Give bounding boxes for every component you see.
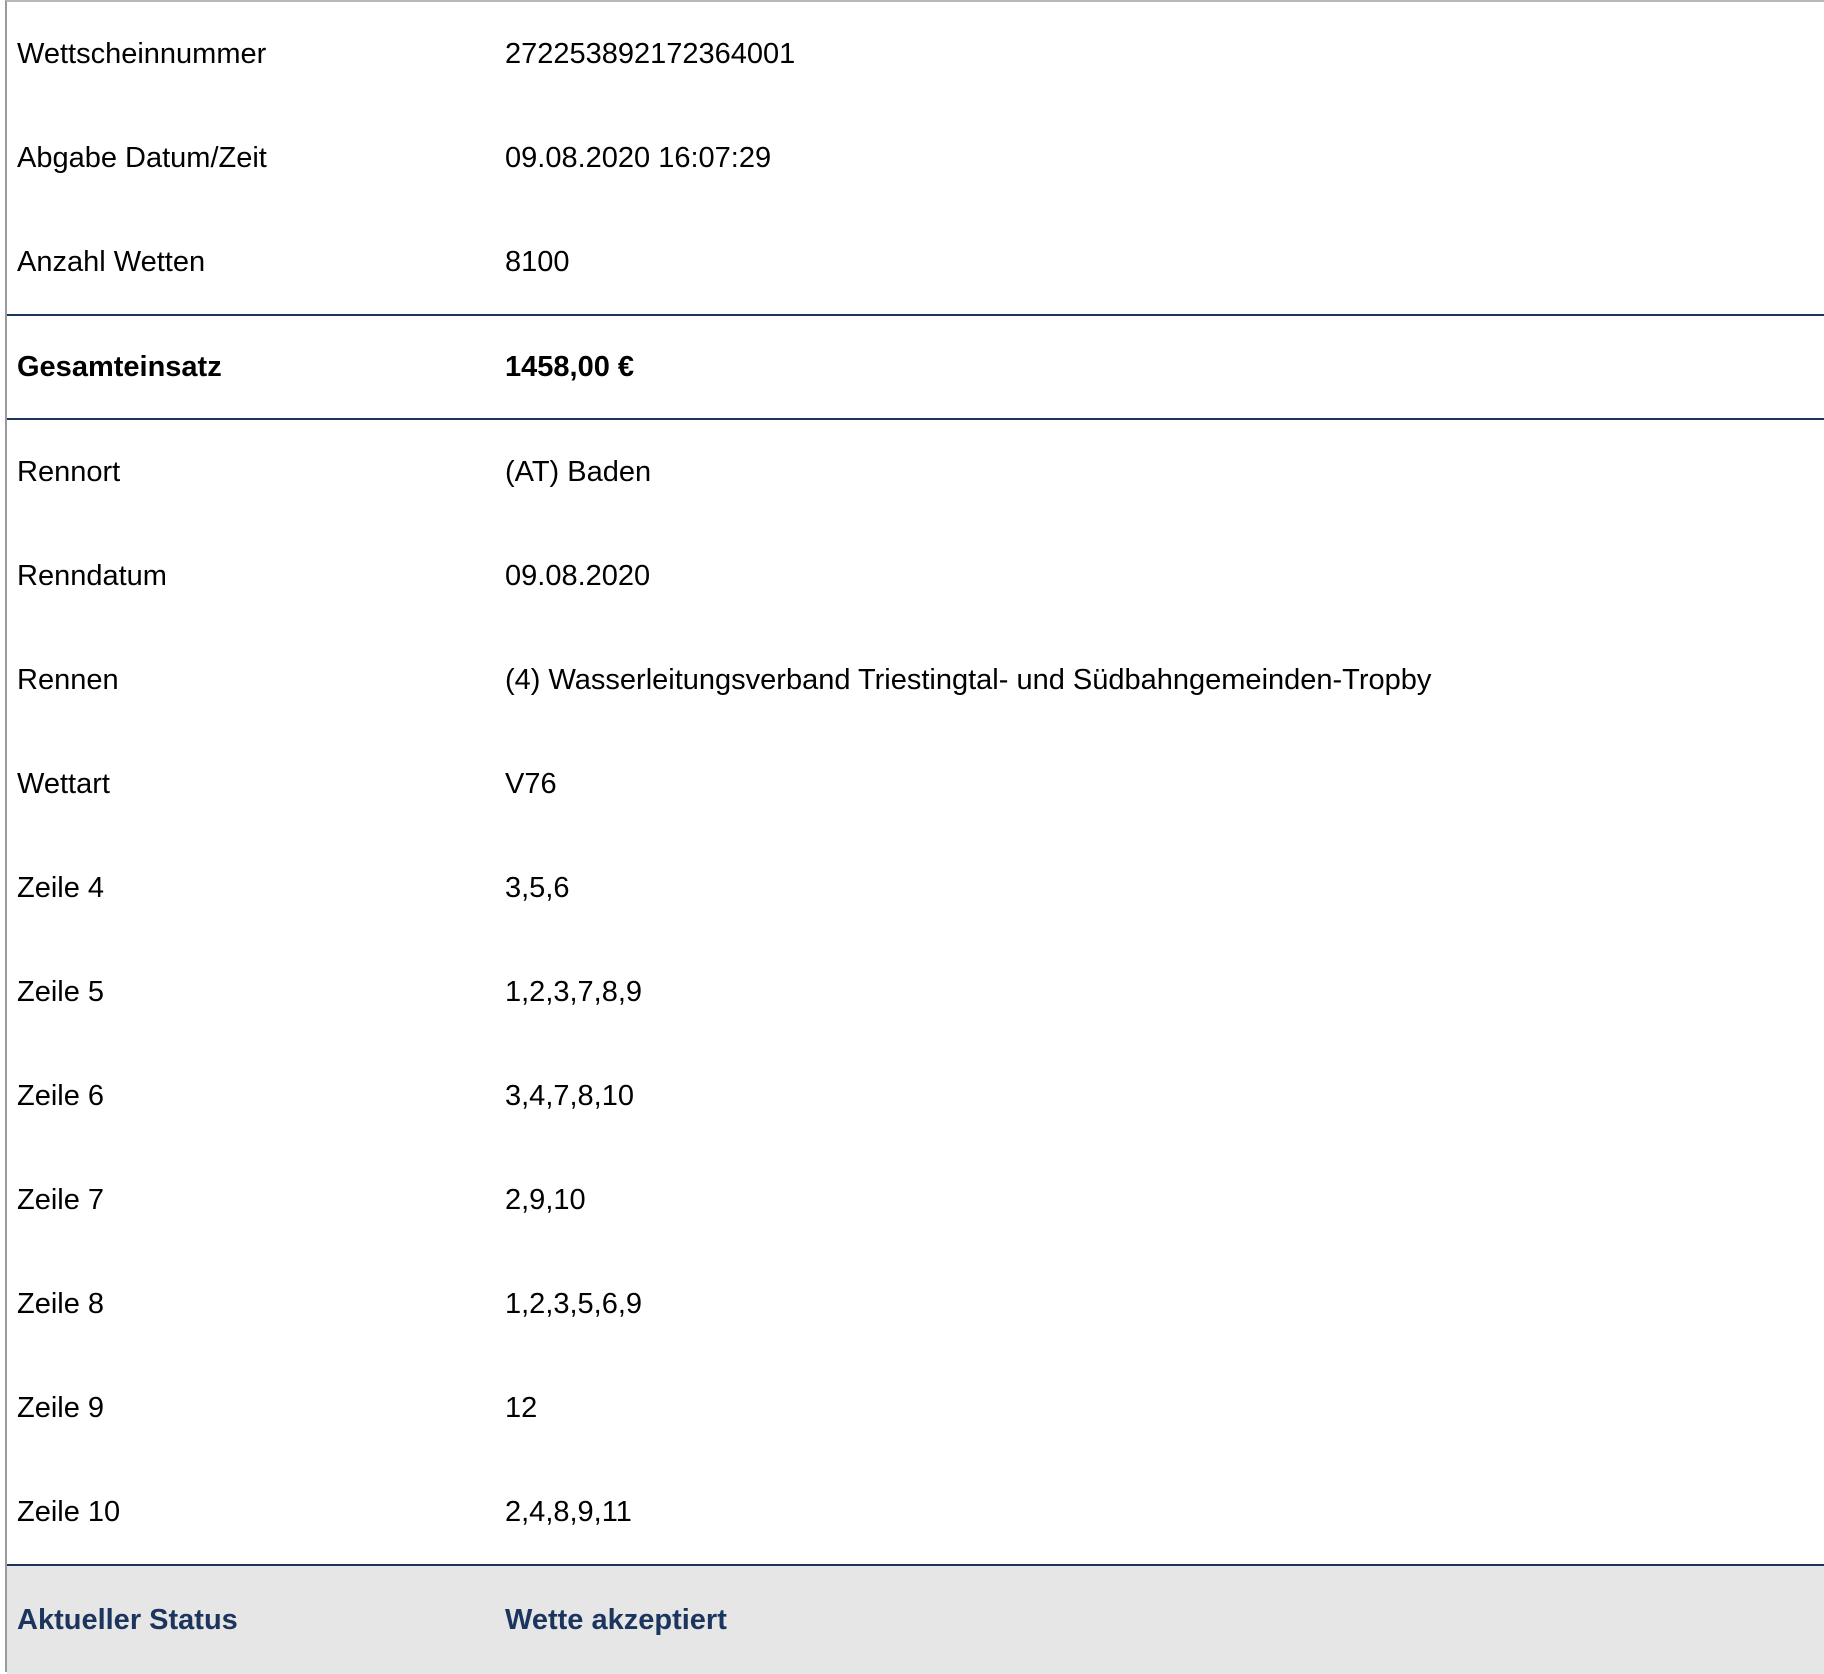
race-venue-value: (AT) Baden [505,455,652,488]
selection-row-8-value: 1,2,3,5,6,9 [505,1287,643,1320]
bet-ticket-details [5,0,1824,1672]
race-name-value: (4) Wasserleitungsverband Triestingtal- und Südbahngemeinden-Tropby [505,663,1432,696]
bet-type-label: Wettart [17,767,110,800]
selection-row-7-label: Zeile 7 [17,1183,105,1216]
current-status-value: Wette akzeptiert [505,1603,727,1636]
current-status-row [7,1564,1824,1674]
race-venue-row [7,420,1824,524]
selection-row-6 [7,1044,1824,1148]
selection-row-7 [7,1148,1824,1252]
race-name-row [7,628,1824,732]
bet-count-label: Anzahl Wetten [17,245,206,278]
total-stake-label: Gesamteinsatz [17,350,222,383]
selection-row-5-label: Zeile 5 [17,975,105,1008]
ticket-number-label: Wettscheinnummer [17,37,267,70]
current-status-label: Aktueller Status [17,1603,238,1636]
ticket-number-value: 272253892172364001 [505,37,796,70]
submission-datetime-value: 09.08.2020 16:07:29 [505,141,772,174]
bet-type-row [7,732,1824,836]
bet-type-value: V76 [505,767,557,800]
selection-row-5 [7,940,1824,1044]
selection-row-10-label: Zeile 10 [17,1495,121,1528]
selection-row-4-value: 3,5,6 [505,871,570,904]
ticket-number-row [7,2,1824,106]
selection-row-9-value: 12 [505,1391,538,1424]
total-stake-row [7,314,1824,420]
race-venue-label: Rennort [17,455,121,488]
selection-row-4-label: Zeile 4 [17,871,105,904]
selection-row-8-label: Zeile 8 [17,1287,105,1320]
submission-datetime-label: Abgabe Datum/Zeit [17,141,267,174]
selection-row-5-value: 1,2,3,7,8,9 [505,975,643,1008]
total-stake-value: 1458,00 € [505,350,635,383]
selection-row-6-label: Zeile 6 [17,1079,105,1112]
selection-row-9 [7,1356,1824,1460]
selection-row-10 [7,1460,1824,1564]
race-date-label: Renndatum [17,559,167,592]
selection-row-10-value: 2,4,8,9,11 [505,1495,632,1528]
race-name-label: Rennen [17,663,119,696]
submission-datetime-row [7,106,1824,210]
selection-row-4 [7,836,1824,940]
race-date-row [7,524,1824,628]
bet-count-row [7,210,1824,314]
selection-row-7-value: 2,9,10 [505,1183,586,1216]
bet-count-value: 8100 [505,245,570,278]
selection-row-8 [7,1252,1824,1356]
selection-row-6-value: 3,4,7,8,10 [505,1079,634,1112]
race-date-value: 09.08.2020 [505,559,651,592]
selection-row-9-label: Zeile 9 [17,1391,105,1424]
